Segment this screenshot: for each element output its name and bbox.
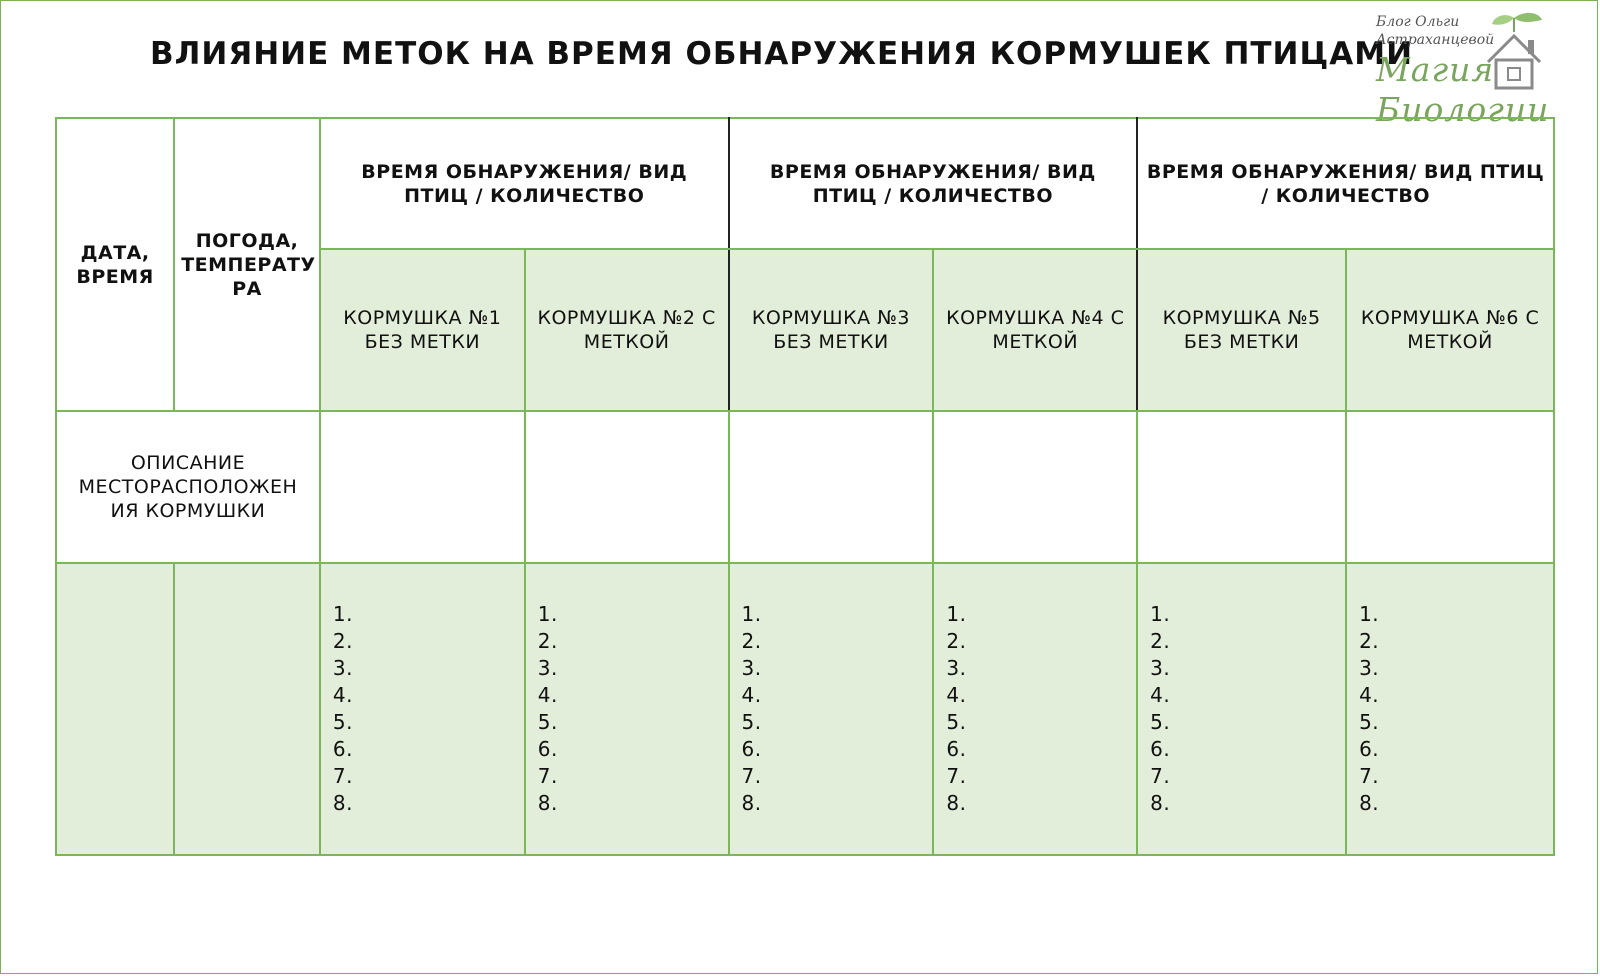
logo-line-3: Магия xyxy=(1376,50,1495,89)
list-item-number: 3. xyxy=(946,656,967,680)
location-cell-5[interactable] xyxy=(1137,411,1346,563)
list-item-number: 3. xyxy=(1359,656,1380,680)
list-item-number: 3. xyxy=(1150,656,1171,680)
list-item-number: 6. xyxy=(1150,737,1171,761)
list-item-number: 7. xyxy=(1150,764,1171,788)
list-item-number: 1. xyxy=(946,602,967,626)
list-item-number: 1. xyxy=(1359,602,1380,626)
list-item-number: 2. xyxy=(741,629,762,653)
list-item-number: 5. xyxy=(1150,710,1171,734)
list-item-number: 8. xyxy=(332,791,354,815)
list-item-number: 5. xyxy=(332,710,354,734)
observation-list-3[interactable] xyxy=(729,563,934,855)
feeder-header-4: КОРМУШКА №4 С МЕТКОЙ xyxy=(933,249,1137,411)
observation-list-6[interactable] xyxy=(1346,563,1554,855)
weather-temperature-header: ПОГОДА, ТЕМПЕРАТУ РА xyxy=(174,118,320,411)
list-item-number: 4. xyxy=(741,683,762,707)
date-entry-cell[interactable] xyxy=(56,563,174,855)
list-item-number: 7. xyxy=(1359,764,1380,788)
list-item-number: 6. xyxy=(741,737,762,761)
logo-line-4: Биологии xyxy=(1376,90,1550,129)
location-cell-1[interactable] xyxy=(320,411,525,563)
list-item-number: 4. xyxy=(1359,683,1380,707)
list-item-number: 2. xyxy=(332,629,354,653)
list-item-number: 7. xyxy=(332,764,354,788)
list-item-number: 2. xyxy=(1359,629,1380,653)
feeder-header-1: КОРМУШКА №1 БЕЗ МЕТКИ xyxy=(320,249,525,411)
list-item-number: 6. xyxy=(1359,737,1380,761)
date-time-header: ДАТА, ВРЕМЯ xyxy=(56,118,174,411)
list-item-number: 1. xyxy=(741,602,762,626)
page-title: ВЛИЯНИЕ МЕТОК НА ВРЕМЯ ОБНАРУЖЕНИЯ КОРМУШЕК ПТИЦАМИ xyxy=(150,36,1414,72)
logo-line-2: Астраханцевой xyxy=(1376,32,1495,48)
list-item-number: 7. xyxy=(946,764,967,788)
observation-list-2[interactable] xyxy=(525,563,729,855)
feeder-header-3: КОРМУШКА №3 БЕЗ МЕТКИ xyxy=(729,249,934,411)
list-item-number: 1. xyxy=(537,602,558,626)
location-cell-3[interactable] xyxy=(729,411,934,563)
feeder-header-6: КОРМУШКА №6 С МЕТКОЙ xyxy=(1346,249,1554,411)
list-item-number: 5. xyxy=(741,710,762,734)
group-header-1: ВРЕМЯ ОБНАРУЖЕНИЯ/ ВИД ПТИЦ / КОЛИЧЕСТВО xyxy=(320,118,729,249)
group-header-2: ВРЕМЯ ОБНАРУЖЕНИЯ/ ВИД ПТИЦ / КОЛИЧЕСТВО xyxy=(729,118,1138,249)
list-item-number: 7. xyxy=(741,764,762,788)
list-item-number: 8. xyxy=(946,791,967,815)
list-item-number: 7. xyxy=(537,764,558,788)
observation-table xyxy=(55,117,1555,856)
location-cell-4[interactable] xyxy=(933,411,1137,563)
observation-list-4[interactable] xyxy=(933,563,1137,855)
list-item-number: 6. xyxy=(537,737,558,761)
list-item-number: 8. xyxy=(537,791,558,815)
location-description-label: ОПИСАНИЕ МЕСТОРАСПОЛОЖЕН ИЯ КОРМУШКИ xyxy=(56,411,320,563)
list-item-number: 8. xyxy=(1150,791,1171,815)
feeder-header-5: КОРМУШКА №5 БЕЗ МЕТКИ xyxy=(1137,249,1346,411)
list-item-number: 4. xyxy=(332,683,354,707)
list-item-number: 5. xyxy=(946,710,967,734)
list-item-number: 6. xyxy=(332,737,354,761)
observation-list-1[interactable] xyxy=(320,563,525,855)
list-item-number: 4. xyxy=(946,683,967,707)
list-item-number: 1. xyxy=(1150,602,1171,626)
list-item-number: 2. xyxy=(946,629,967,653)
list-item-number: 4. xyxy=(1150,683,1171,707)
location-cell-2[interactable] xyxy=(525,411,729,563)
list-item-number: 5. xyxy=(1359,710,1380,734)
list-item-number: 4. xyxy=(537,683,558,707)
logo-line-1: Блог Ольги xyxy=(1376,14,1460,30)
observation-list-5[interactable] xyxy=(1137,563,1346,855)
blog-logo xyxy=(1372,8,1572,134)
group-header-3: ВРЕМЯ ОБНАРУЖЕНИЯ/ ВИД ПТИЦ / КОЛИЧЕСТВО xyxy=(1137,118,1554,249)
list-item-number: 3. xyxy=(332,656,354,680)
feeder-header-2: КОРМУШКА №2 С МЕТКОЙ xyxy=(525,249,729,411)
list-item-number: 3. xyxy=(741,656,762,680)
list-item-number: 5. xyxy=(537,710,558,734)
list-item-number: 8. xyxy=(741,791,762,815)
list-item-number: 8. xyxy=(1359,791,1380,815)
location-cell-6[interactable] xyxy=(1346,411,1554,563)
weather-entry-cell[interactable] xyxy=(174,563,320,855)
list-item-number: 2. xyxy=(537,629,558,653)
list-item-number: 3. xyxy=(537,656,558,680)
list-item-number: 6. xyxy=(946,737,967,761)
list-item-number: 2. xyxy=(1150,629,1171,653)
list-item-number: 1. xyxy=(332,602,354,626)
